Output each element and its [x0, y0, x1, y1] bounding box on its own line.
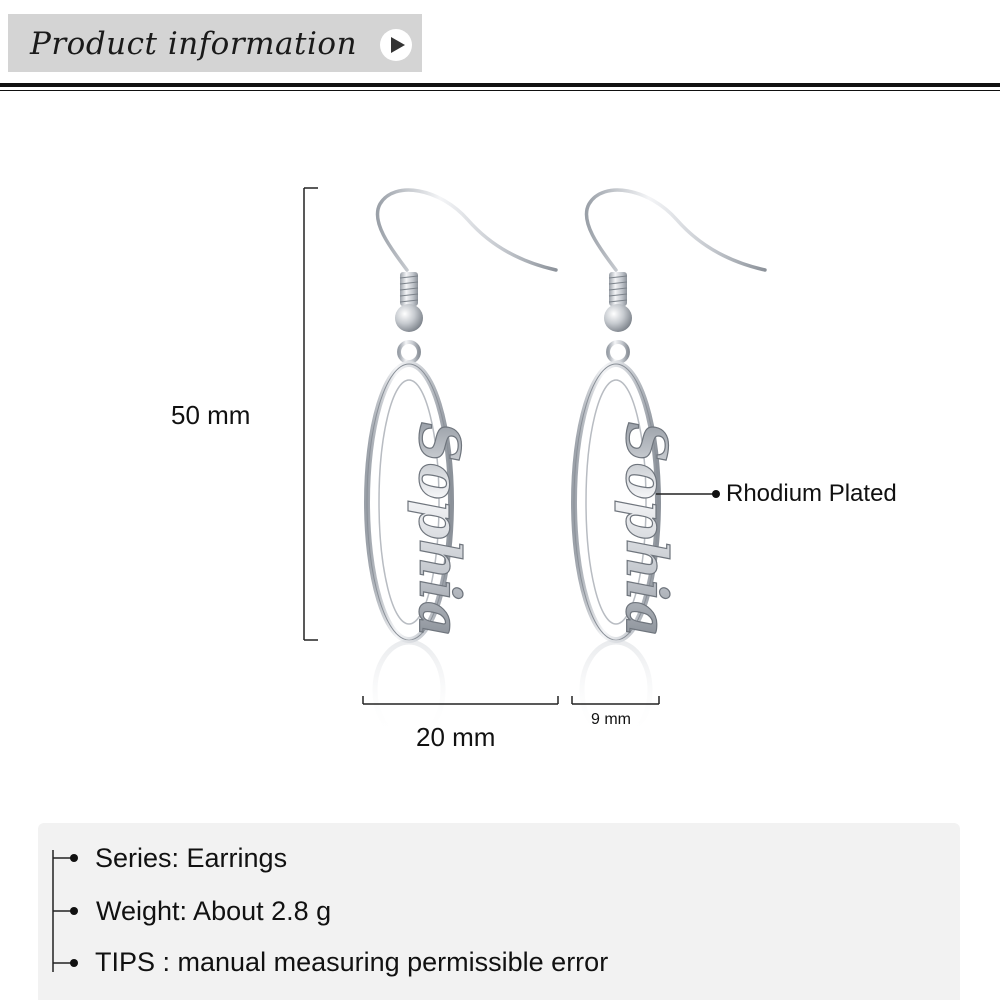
earring-left	[367, 190, 556, 738]
width-dimension-line	[363, 696, 558, 704]
width-label: 20 mm	[416, 722, 496, 752]
details-bracket	[53, 850, 78, 972]
height-label: 50 mm	[171, 400, 251, 430]
detail-weight: Weight: About 2.8 g	[96, 896, 332, 926]
thickness-label: 9 mm	[591, 711, 631, 728]
rhodium-plated-label: Rhodium Plated	[726, 480, 897, 507]
page-title: Product information	[30, 26, 358, 62]
engraved-name-right: Sophia	[613, 422, 679, 638]
engraved-name-left: Sophia	[406, 422, 472, 638]
earring-right	[574, 190, 765, 738]
detail-tips: TIPS : manual measuring permissible error	[95, 947, 609, 977]
height-dimension-line	[304, 188, 318, 640]
detail-series: Series: Earrings	[95, 843, 288, 873]
